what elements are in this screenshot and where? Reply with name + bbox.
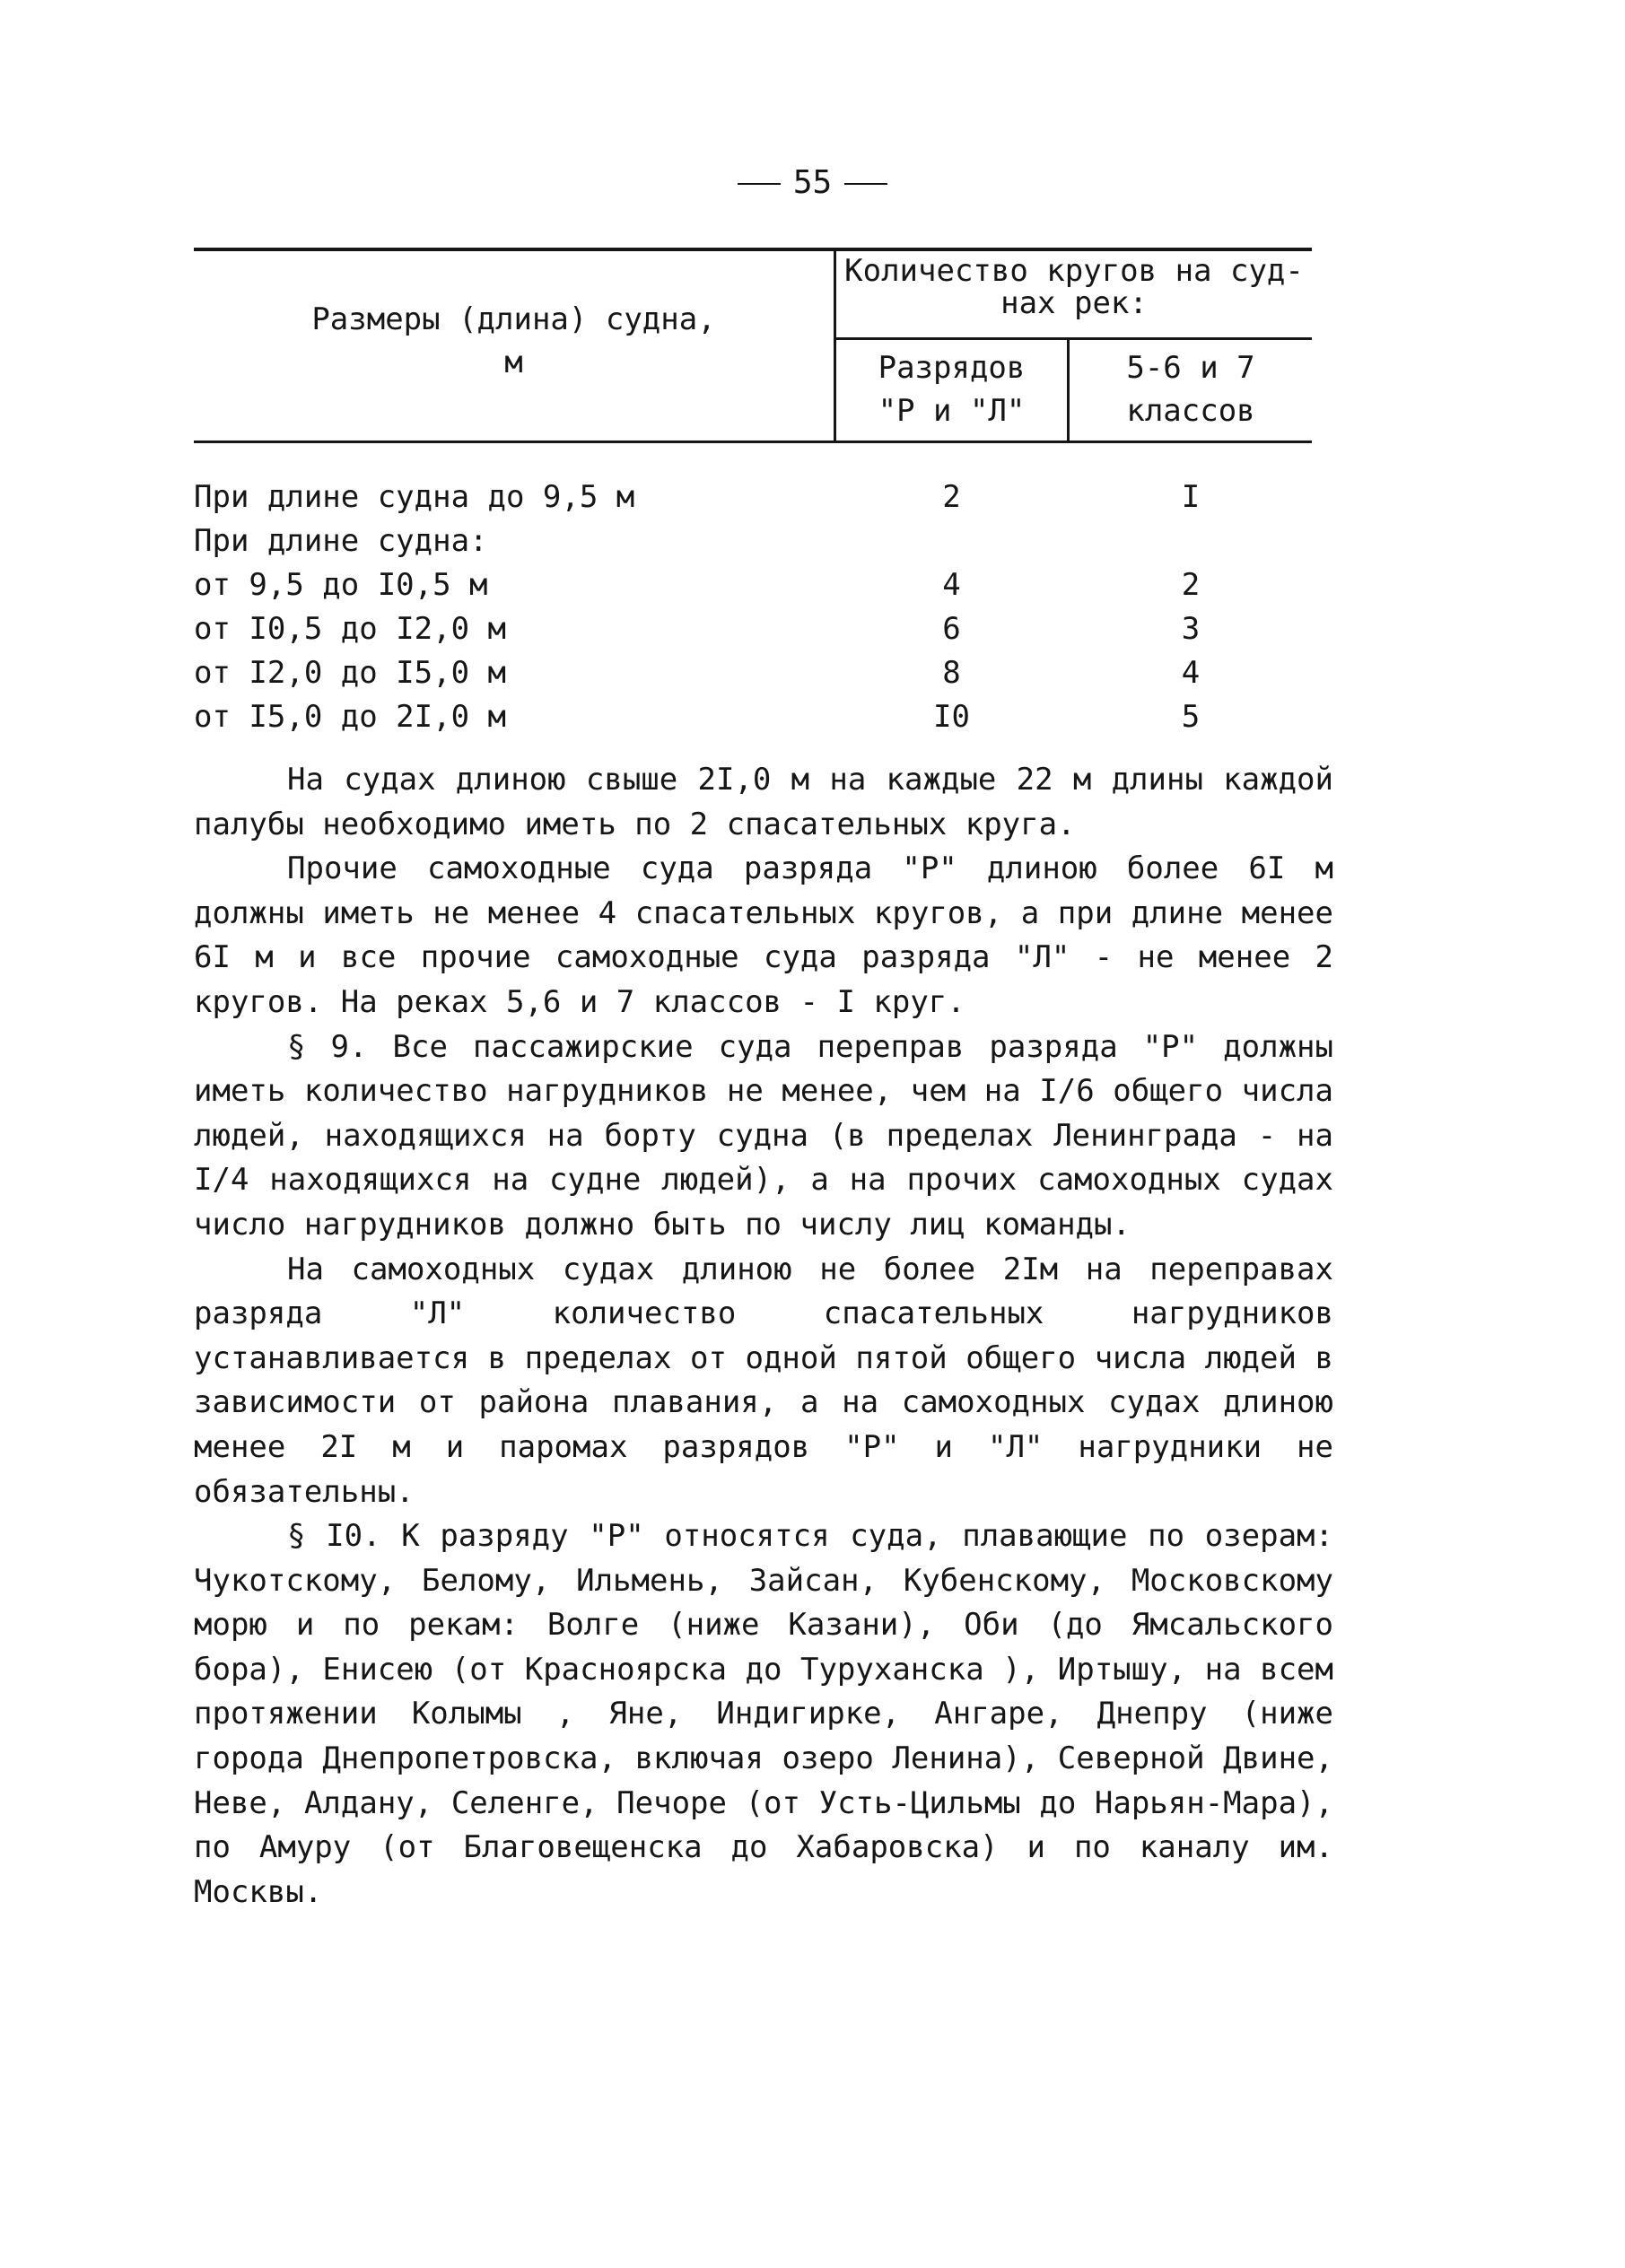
row-value-r-l: 2: [942, 479, 961, 515]
row-value-classes: 3: [1181, 611, 1201, 647]
table-row: [194, 563, 1312, 607]
table-row: [194, 475, 1312, 519]
row-label: При длине судна:: [194, 523, 488, 559]
row-value-classes: 4: [1181, 655, 1201, 691]
dash-right: [844, 183, 887, 185]
row-label: от 9,5 до I0,5 м: [194, 567, 488, 603]
row-value-classes: I: [1181, 479, 1201, 515]
row-value-r-l: 8: [942, 655, 961, 691]
row-label: от I5,0 до 2I,0 м: [194, 699, 506, 735]
row-value-r-l: 6: [942, 611, 961, 647]
row-value-classes: 5: [1181, 699, 1201, 735]
header-classes-5-7: 5-6 и 7 классов: [1126, 350, 1255, 429]
dash-left: [738, 183, 781, 185]
page-number: 55: [0, 164, 1625, 201]
header-vessel-size: Размеры (длина) судна, м: [311, 301, 716, 380]
paragraph-section-10: § I0. К разряду "Р" относятся суда, плавающие по озерам: Чукотскому, Белому, Ильмень, Зайсан, Кубенскому, Московскому морю и по рекам: Волге (ниже Казани), Оби (до Ямсальского бора), Енисею (от Красноярска до Туруханска ), Иртышу, на всем протяжении Колымы , Яне, Индигирке, Ангаре, Днепру (ниже города Днепропетровска, включая озеро Ленина), Северной Двине, Неве, Алдану, Селенге, Печоре (от Усть-Цильмы до Нарьян-Мара), по Амуру (от Благовещенска до Хабаровска) и по каналу им. Москвы.: [194, 1518, 1333, 1910]
table-subheader-rule: [836, 337, 1312, 340]
body-text: [194, 758, 1333, 1915]
paragraph: На судах длиною свыше 2I,0 м на каждые 22 м длины каждой палубы необходимо иметь по 2 спасательных круга.: [194, 762, 1333, 842]
row-label: от I2,0 до I5,0 м: [194, 655, 506, 691]
table-row: [194, 607, 1312, 651]
row-value-classes: 2: [1181, 567, 1201, 603]
row-value-r-l: I0: [933, 699, 970, 735]
table-row: [194, 519, 1312, 563]
table-row: [194, 695, 1312, 739]
header-categories-r-l: Разрядов "Р и "Л": [878, 350, 1026, 429]
table-row: [194, 651, 1312, 695]
paragraph: На самоходных судах длиною не более 2Iм на переправах разряда "Л" количество спасательных нагрудников устанавливается в пределах от одной пятой общего числа людей в зависимости от района плавания, а на самоходных судах длиною менее 2I м и паромах разрядов "Р" и "Л" нагрудники не обязательны.: [194, 1251, 1333, 1510]
table-body: [194, 475, 1312, 739]
header-ring-quantity: Количество кругов на суд- нах рек:: [844, 253, 1304, 321]
row-label: При длине судна до 9,5 м: [194, 479, 635, 515]
table-top-rule: [194, 248, 1312, 251]
table-header-bottom-rule: [194, 441, 1312, 443]
paragraph-section-9: § 9. Все пассажирские суда переправ разряда "Р" должны иметь количество нагрудников не менее, чем на I/6 общего числа людей, находящихся на борту судна (в пределах Ленинграда - на I/4 находящихся на судне людей), а на прочих самоходных судах число нагрудников должно быть по числу лиц команды.: [194, 1028, 1333, 1243]
row-label: от I0,5 до I2,0 м: [194, 611, 506, 647]
paragraph: Прочие самоходные суда разряда "Р" длиною более 6I м должны иметь не менее 4 спасательных кругов, а при длине менее 6I м и все прочие самоходные суда разряда "Л" - не менее 2 кругов. На реках 5,6 и 7 классов - I круг.: [194, 850, 1333, 1020]
row-value-r-l: 4: [942, 567, 961, 603]
table-header: [194, 248, 1312, 443]
